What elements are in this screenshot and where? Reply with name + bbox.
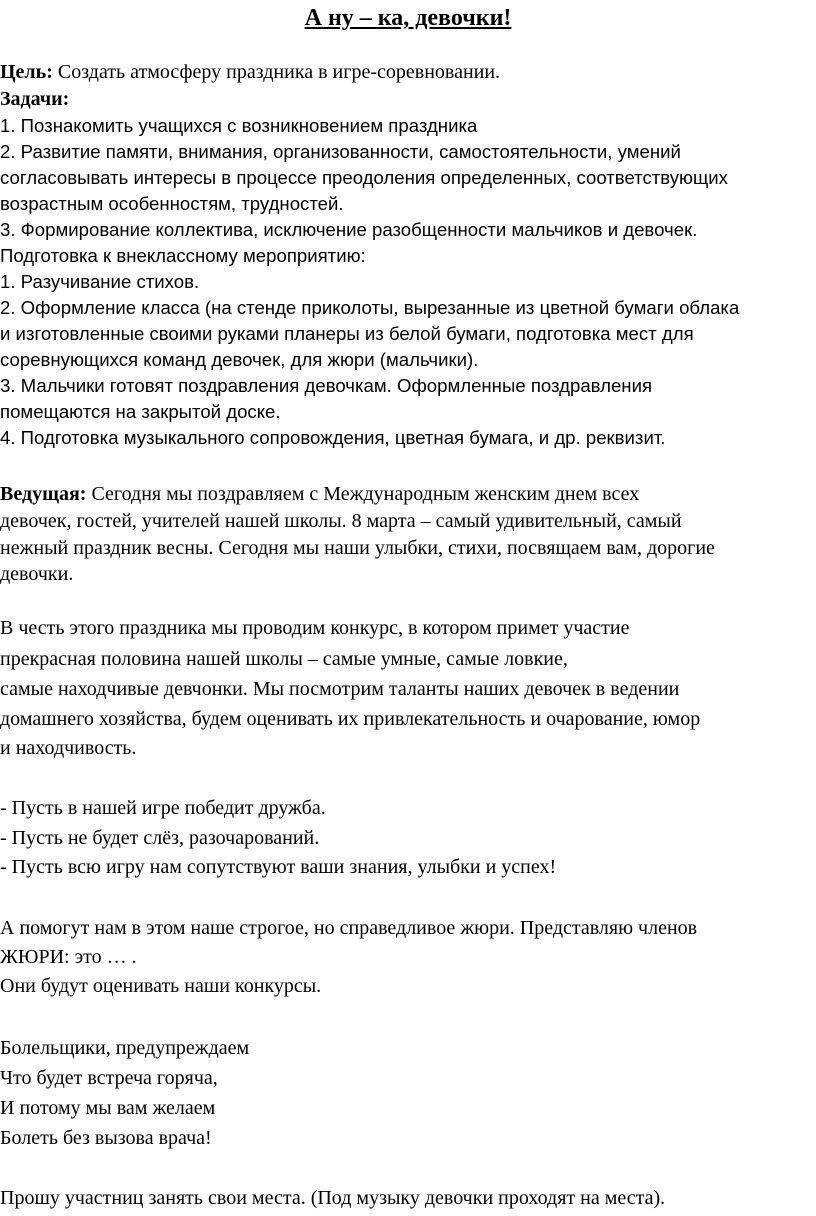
contest-paragraph-line: В честь этого праздника мы проводим конкурс, в котором примет участие	[0, 617, 630, 639]
host-paragraph-line: нежный праздник весны. Сегодня мы наши улыбки, стихи, посвящаем вам, дорогие	[0, 537, 715, 559]
task-item: согласовывать интересы в процессе преодоления определенных, соответствующих	[0, 167, 728, 188]
preparation-heading: Подготовка к внеклассному мероприятию:	[0, 245, 366, 266]
poem-line: И потому мы вам желаем	[0, 1097, 216, 1119]
wish-list-item: - Пусть не будет слёз, разочарований.	[0, 827, 320, 849]
document-title: А ну – ка, девочки!	[304, 5, 512, 31]
jury-paragraph-line: ЖЮРИ: это … .	[0, 946, 137, 968]
goal-text: Создать атмосферу праздника в игре-соревновании.	[52, 61, 501, 83]
preparation-item: 2. Оформление класса (на стенде приколоты, вырезанные из цветной бумаги облака	[0, 297, 740, 318]
host-label: Ведущая:	[0, 483, 87, 505]
task-item: 3. Формирование коллектива, исключение разобщенности мальчиков и девочек.	[0, 219, 698, 240]
jury-paragraph-line: А помогут нам в этом наше строгое, но справедливое жюри. Представляю членов	[0, 917, 698, 939]
host-paragraph-line	[0, 481, 639, 507]
contest-paragraph-line: и находчивость.	[0, 737, 137, 759]
preparation-item: и изготовленные своими руками планеры из белой бумаги, подготовка мест для	[0, 323, 694, 344]
poem-line: Что будет встреча горяча,	[0, 1067, 218, 1089]
task-item: 1. Познакомить учащихся с возникновением праздника	[0, 115, 478, 136]
contest-paragraph-line: прекрасная половина нашей школы – самые умные, самые ловкие,	[0, 648, 568, 670]
host-paragraph-line: девочки.	[0, 563, 74, 585]
host-paragraph-line: девочек, гостей, учителей нашей школы. 8 марта – самый удивительный, самый	[0, 510, 682, 532]
poem-line: Болеть без вызова врача!	[0, 1127, 212, 1149]
wish-list-item: - Пусть всю игру нам сопутствуют ваши знания, улыбки и успех!	[0, 856, 557, 878]
tasks-heading	[0, 86, 69, 112]
task-item: возрастным особенностям, трудностей.	[0, 193, 344, 214]
tasks-label: Задачи:	[0, 88, 70, 110]
contest-paragraph-line: домашнего хозяйства, будем оценивать их привлекательность и очарование, юмор	[0, 708, 701, 730]
closing-line: Прошу участниц занять свои места. (Под музыку девочки проходят на места).	[0, 1187, 666, 1209]
task-item: 2. Развитие памяти, внимания, организованности, самостоятельности, умений	[0, 141, 681, 162]
jury-paragraph-line: Они будут оценивать наши конкурсы.	[0, 975, 322, 997]
preparation-item: 3. Мальчики готовят поздравления девочкам. Оформленные поздравления	[0, 375, 653, 396]
preparation-item: соревнующихся команд девочек, для жюри (мальчики).	[0, 349, 479, 370]
preparation-item: помещаются на закрытой доске.	[0, 401, 281, 422]
poem-line: Болельщики, предупреждаем	[0, 1037, 250, 1059]
goal-label: Цель:	[0, 61, 53, 83]
goal-line	[0, 59, 500, 85]
host-text: Сегодня мы поздравляем с Международным женским днем всех	[86, 483, 640, 505]
contest-paragraph-line: самые находчивые девчонки. Мы посмотрим таланты наших девочек в ведении	[0, 678, 680, 700]
preparation-item: 4. Подготовка музыкального сопровождения, цветная бумага, и др. реквизит.	[0, 427, 666, 448]
preparation-item: 1. Разучивание стихов.	[0, 271, 200, 292]
wish-list-item: - Пусть в нашей игре победит дружба.	[0, 797, 326, 819]
